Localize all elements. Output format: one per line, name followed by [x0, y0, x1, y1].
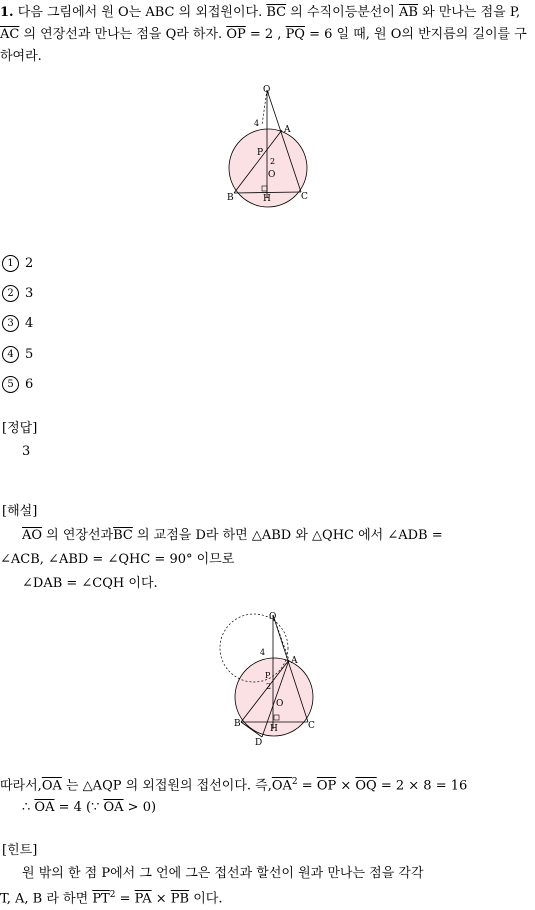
segment-ao: $\overline{AO}$	[22, 528, 43, 543]
figure-tangent	[0, 605, 535, 750]
label-o: O	[276, 699, 284, 709]
question-seg: 의 연장선과 만나는 점을 Q라 하자.	[19, 27, 227, 42]
choice-text: 3	[25, 286, 34, 301]
label-a: A	[291, 656, 298, 666]
figure-circumcircle	[0, 80, 535, 220]
question-text	[0, 2, 533, 68]
label-q: Q	[269, 612, 277, 622]
question-number: 1.	[0, 5, 14, 20]
segment-op: $\overline{OP}$	[316, 778, 337, 794]
choice-4[interactable]	[2, 344, 33, 366]
label-b: B	[227, 193, 234, 203]
conclusion-line-1	[0, 771, 467, 797]
hint-seg: T, A, B 라 하면	[0, 891, 93, 907]
choice-mark: 5	[2, 376, 19, 393]
question-seg: = 6 일 때, 원 O의 반지름의 길이를 구하여라.	[0, 27, 527, 64]
segment-oq: $\overline{OQ}$	[355, 778, 377, 794]
segment-oa: $\overline{OA}$	[103, 800, 124, 815]
hint-line-1: 원 밖의 한 점 P에서 그 언에 그은 접선과 할선이 원과 만나는 점을 각각	[22, 866, 424, 881]
conclusion-seg: 따라서,	[0, 778, 42, 794]
conclusion-seg: = 2 × 8 = 16	[376, 778, 468, 794]
explanation-seg: 의 연장선과	[42, 528, 114, 543]
hint-seg: 이다.	[189, 891, 223, 907]
choice-text: 5	[25, 347, 34, 362]
arc-bc: $\overline{BC}$	[113, 528, 133, 543]
conclusion-seg: ×	[336, 778, 356, 794]
conclusion-line-2	[22, 797, 156, 819]
explanation-seg: 의 교점을 D라 하면 △ABD 와 △QHC 에서 ∠ADB =	[132, 528, 443, 543]
choice-5[interactable]	[2, 374, 33, 396]
choice-3[interactable]	[2, 313, 33, 335]
explanation-header: [해설]	[2, 504, 38, 519]
hint-seg: ×	[151, 891, 171, 907]
answer-value: 3	[22, 444, 31, 459]
label-2: 2	[266, 682, 272, 691]
question-seg: = 2 ,	[245, 27, 286, 42]
exponent: 2	[291, 777, 298, 787]
label-c: C	[301, 192, 308, 202]
label-4: 4	[260, 648, 266, 657]
hint-line-2	[0, 884, 222, 910]
label-2: 2	[270, 157, 276, 166]
explanation-line-3: ∠DAB = ∠CQH 이다.	[22, 576, 158, 591]
segment-oa: $\overline{OA}$	[34, 800, 55, 815]
segment-oa: $\overline{OA}$	[41, 778, 62, 794]
choice-text: 2	[25, 256, 34, 271]
choice-mark: 4	[2, 346, 19, 363]
choice-text: 6	[25, 377, 34, 392]
label-p: P	[265, 671, 271, 680]
choice-mark: 2	[2, 285, 19, 302]
choice-2[interactable]	[2, 283, 33, 305]
explanation-line-2: ∠ACB, ∠ABD = ∠QHC = 90° 이므로	[0, 552, 235, 567]
label-b: B	[234, 719, 241, 729]
label-c: C	[308, 721, 315, 731]
choice-mark: 3	[2, 315, 19, 332]
segment-ac: $\overline{AC}$	[0, 27, 20, 42]
label-d: D	[255, 738, 263, 748]
segment-pq: $\overline{PQ}$	[285, 27, 305, 42]
label-h: H	[263, 194, 271, 204]
exponent: 2	[109, 890, 116, 900]
choice-1[interactable]	[2, 253, 33, 275]
label-4: 4	[254, 119, 260, 128]
answer-header: [정답]	[2, 421, 38, 436]
segment-op: $\overline{OP}$	[226, 27, 246, 42]
segment-bc: $\overline{BC}$	[266, 5, 287, 20]
label-h: H	[270, 724, 278, 734]
segment-oa: $\overline{OA}$	[271, 778, 292, 794]
question-seg: 와 만나는 점을 P,	[417, 5, 521, 20]
segment-pt: $\overline{PT}$	[92, 891, 110, 907]
choice-mark: 1	[2, 255, 19, 272]
label-q: Q	[263, 85, 271, 95]
conclusion-seg: ∴	[22, 800, 35, 815]
choice-text: 4	[25, 316, 34, 331]
label-p: P	[257, 148, 264, 158]
conclusion-seg: =	[297, 778, 317, 794]
dashed-4	[262, 90, 267, 125]
explanation-line-1	[22, 525, 443, 547]
question-seg: 다음 그림에서 원 O는 ABC 의 외접원이다.	[13, 5, 267, 20]
hint-seg: =	[115, 891, 135, 907]
hint-header: [힌트]	[2, 843, 38, 858]
conclusion-seg: > 0)	[123, 800, 157, 815]
label-o: O	[268, 170, 276, 180]
question-seg: 의 수직이등분선이	[286, 5, 399, 20]
conclusion-seg: 는 △AQP 의 외접원의 접선이다. 즉,	[61, 778, 272, 794]
segment-ab: $\overline{AB}$	[399, 5, 418, 20]
conclusion-seg: = 4 (∵	[54, 800, 104, 815]
segment-pa: $\overline{PA}$	[134, 891, 152, 907]
segment-pb: $\overline{PB}$	[170, 891, 190, 907]
label-a: A	[284, 125, 291, 135]
